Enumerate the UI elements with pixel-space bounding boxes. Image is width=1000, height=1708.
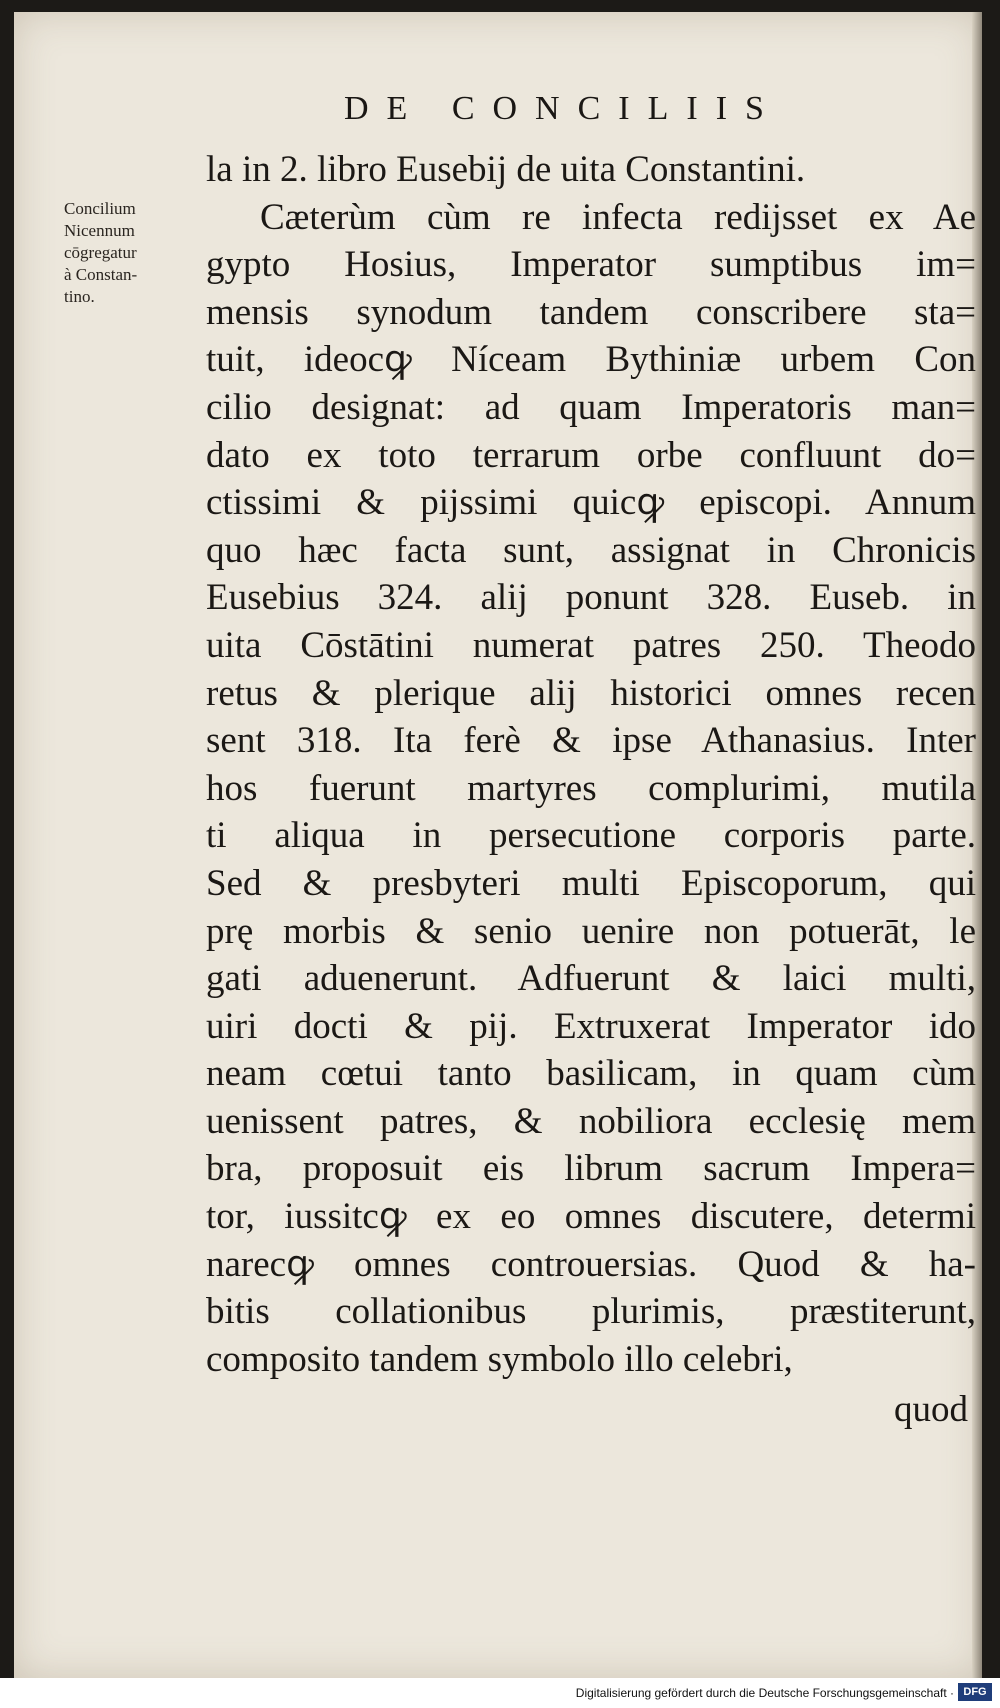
text-line: quo hæc facta sunt, assignat in Chronicis xyxy=(206,529,976,571)
marginal-note-line: Concilium xyxy=(64,199,136,218)
funding-credit: Digitalisierung gefördert durch die Deutsche Forschungsgemeinschaft · xyxy=(575,1686,954,1700)
marginal-note-line: Nicennum xyxy=(64,221,135,240)
text-line: ctissimi & pijssimi quicꝙ episcopi. Annum xyxy=(206,482,976,524)
text-line: cilio designat: ad quam Imperatoris man= xyxy=(206,386,976,428)
marginal-note-line: tino. xyxy=(64,287,95,306)
text-line: gati aduenerunt. Adfuerunt & laici multi, xyxy=(206,958,976,1000)
text-line: uita Cōstātini numerat patres 250. Theodo xyxy=(206,624,976,666)
text-line: dato ex toto terrarum orbe confluunt do= xyxy=(206,434,976,476)
text-line: narecꝙ omnes controuersias. Quod & ha- xyxy=(206,1243,976,1285)
text-line: Cæterùm cùm re infecta redijsset ex Ae xyxy=(260,196,976,238)
body-text xyxy=(206,146,976,1383)
book-page xyxy=(14,12,982,1678)
marginal-note-line: à Constan- xyxy=(64,265,138,284)
text-line: la in 2. libro Eusebij de uita Constantini. xyxy=(206,149,806,190)
text-line: neam cœtui tanto basilicam, in quam cùm xyxy=(206,1053,976,1095)
text-line: hos fuerunt martyres complurimi, mutila xyxy=(206,767,976,809)
text-line: composito tandem symbolo illo celebri, xyxy=(206,1338,793,1380)
text-line: uiri docti & pij. Extruxerat Imperator ido xyxy=(206,1005,976,1047)
text-line: uenissent patres, & nobiliora ecclesię mem xyxy=(206,1100,976,1142)
dfg-logo-icon: DFG xyxy=(958,1683,992,1701)
text-line: sent 318. Ita ferè & ipse Athanasius. Inter xyxy=(206,720,976,762)
text-line: retus & plerique alij historici omnes recen xyxy=(206,672,976,714)
text-line: bitis collationibus plurimis, præstiterunt, xyxy=(206,1291,976,1333)
running-head: DE CONCILIIS xyxy=(344,90,782,127)
text-line: ti aliqua in persecutione corporis parte. xyxy=(206,815,976,857)
text-line: mensis synodum tandem conscribere sta= xyxy=(206,291,976,333)
text-line: tor, iussitcꝙ ex eo omnes discutere, determi xyxy=(206,1196,976,1238)
footer-bar xyxy=(0,1678,1000,1708)
text-line: prę morbis & senio uenire non potuerāt, le xyxy=(206,910,976,952)
marginal-note-line: cōgregatur xyxy=(64,243,137,262)
text-line: Sed & presbyteri multi Episcoporum, qui xyxy=(206,862,976,904)
text-line: Eusebius 324. alij ponunt 328. Euseb. in xyxy=(206,577,976,619)
text-line: tuit, ideocꝙ Níceam Bythiniæ urbem Con xyxy=(206,339,976,381)
text-line: gypto Hosius, Imperator sumptibus im= xyxy=(206,244,976,286)
text-line: bra, proposuit eis librum sacrum Impera= xyxy=(206,1148,976,1190)
marginal-note xyxy=(64,198,204,308)
catchword: quod xyxy=(894,1389,968,1430)
